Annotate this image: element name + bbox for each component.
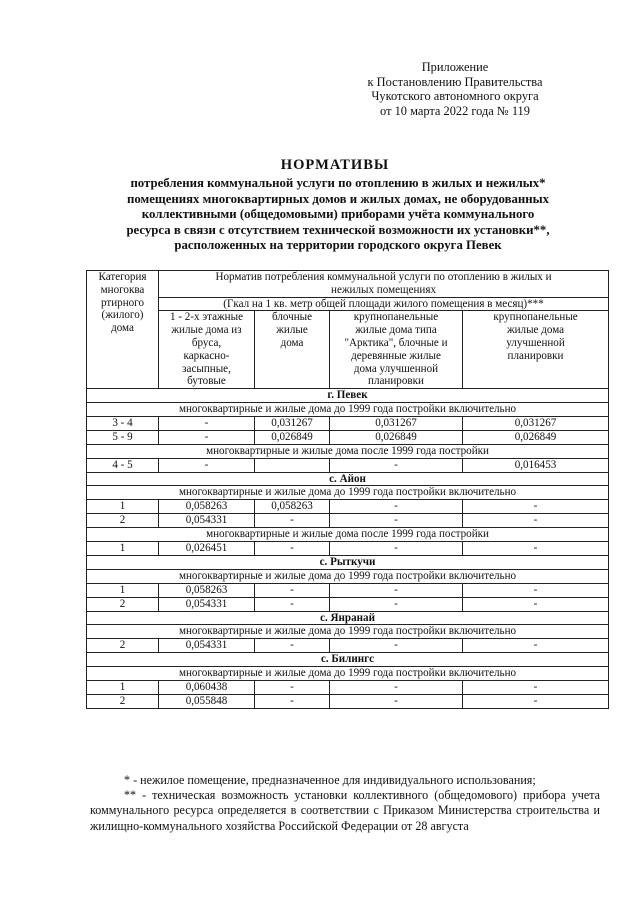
norms-table xyxy=(86,270,609,709)
floors-cell: 1 xyxy=(87,583,159,597)
floors-cell: 3 - 4 xyxy=(87,416,159,430)
norm-value-cell: - xyxy=(159,458,255,472)
floors-cell: 2 xyxy=(87,597,159,611)
col4-header-line: крупнопанельные xyxy=(493,311,578,324)
table-row xyxy=(87,416,609,430)
norm-value-cell: 0,026849 xyxy=(463,430,609,444)
group-row xyxy=(87,486,609,500)
norm-value-cell: - xyxy=(255,639,330,653)
col3-header-line: деревянные жилые xyxy=(351,349,441,362)
group-row xyxy=(87,402,609,416)
category-header-line: (жилого) xyxy=(101,309,144,322)
norm-value-cell: 0,016453 xyxy=(463,458,609,472)
norm-value-cell: 0,031267 xyxy=(330,416,463,430)
floors-cell: 2 xyxy=(87,514,159,528)
group-row xyxy=(87,569,609,583)
floors-cell: 5 - 9 xyxy=(87,430,159,444)
floors-cell: 1 xyxy=(87,541,159,555)
appendix-line: Приложение xyxy=(421,60,489,74)
norm-value-cell: - xyxy=(330,639,463,653)
table-unit-row xyxy=(87,297,609,311)
group-row xyxy=(87,625,609,639)
subtitle-line: потребления коммунальной услуги по отоплению в жилых и нежилых* xyxy=(130,176,546,190)
table-row xyxy=(87,680,609,694)
location-row xyxy=(87,611,609,625)
norm-value-cell: 0,055848 xyxy=(159,694,255,708)
table-header-row xyxy=(87,271,609,298)
group-label: многоквартирные и жилые дома после 1999 года постройки xyxy=(87,444,609,458)
norm-value-cell: - xyxy=(463,514,609,528)
subtitle-line: расположенных на территории городского округа Певек xyxy=(174,238,502,253)
location-name: г. Певек xyxy=(87,389,609,403)
col1-header-line: жилые дома из xyxy=(171,324,242,337)
norm-value-cell: 0,054331 xyxy=(159,514,255,528)
norm-value-cell: - xyxy=(463,597,609,611)
norms-table-body xyxy=(87,271,609,709)
floors-cell: 1 xyxy=(87,680,159,694)
group-label: многоквартирные и жилые дома до 1999 года постройки включительно xyxy=(87,666,609,680)
norm-value-cell: - xyxy=(330,597,463,611)
category-header-line: дома xyxy=(111,322,134,335)
category-header xyxy=(87,271,159,389)
norm-value-cell: - xyxy=(330,694,463,708)
col4-header-line: жилые дома xyxy=(506,324,565,337)
norm-header-line: нежилых помещениях xyxy=(331,283,437,296)
table-subheader-row xyxy=(87,311,609,389)
norm-value-cell: 0,031267 xyxy=(463,416,609,430)
col1-header-line: бруса, xyxy=(191,336,222,349)
location-row xyxy=(87,472,609,486)
floors-cell: 1 xyxy=(87,500,159,514)
norm-value-cell: - xyxy=(463,680,609,694)
norm-value-cell: - xyxy=(330,583,463,597)
group-row xyxy=(87,528,609,542)
norm-value-cell: 0,026451 xyxy=(159,541,255,555)
footnote: * - нежилое помещение, предназначенное для индивидуального использования; xyxy=(124,773,536,787)
col3-header-line: дома улучшенной xyxy=(353,362,439,375)
norm-value-cell: - xyxy=(463,639,609,653)
subtitle-line: ресурса в связи с отсутствием технической возможности их установки**, xyxy=(126,222,550,237)
col1-header-line: каркасно- xyxy=(183,349,230,362)
norm-value-cell: - xyxy=(463,541,609,555)
category-header-line: многоква xyxy=(100,283,145,296)
location-name: с. Янранай xyxy=(87,611,609,625)
norm-value-cell: - xyxy=(159,430,255,444)
appendix-line: Чукотского автономного округа xyxy=(371,89,539,104)
table-row xyxy=(87,430,609,444)
norm-value-cell: 0,031267 xyxy=(255,416,330,430)
norm-value-cell: - xyxy=(255,541,330,555)
norm-value-cell: 0,058263 xyxy=(159,583,255,597)
group-label: многоквартирные и жилые дома после 1999 года постройки xyxy=(87,528,609,542)
col3-header-line: планировки xyxy=(368,375,424,388)
appendix-block xyxy=(300,60,610,118)
table-row xyxy=(87,514,609,528)
location-row xyxy=(87,389,609,403)
table-row xyxy=(87,458,609,472)
group-label: многоквартирные и жилые дома до 1999 года постройки включительно xyxy=(87,569,609,583)
col2-header-line: жилые xyxy=(276,324,308,337)
table-row xyxy=(87,583,609,597)
col3-header xyxy=(330,311,463,389)
norm-value-cell: - xyxy=(330,458,463,472)
group-row xyxy=(87,444,609,458)
norm-value-cell: - xyxy=(463,583,609,597)
document-subtitle xyxy=(70,176,606,254)
location-name: с. Билингс xyxy=(87,653,609,667)
col4-header-line: планировки xyxy=(507,349,564,362)
norm-value-cell: - xyxy=(330,514,463,528)
table-row xyxy=(87,541,609,555)
norm-value-cell: 0,026849 xyxy=(255,430,330,444)
location-name: с. Айон xyxy=(87,472,609,486)
footnote: ** - техническая возможность установки коллективного (общедомового) прибора учета коммунального ресурса определяется в соответствии с Приказом Министерства строительства и жилищно-коммунального хозяйства Российской Федерации от 28 августа xyxy=(90,788,600,833)
norm-value-cell: - xyxy=(255,597,330,611)
floors-cell: 4 - 5 xyxy=(87,458,159,472)
norm-value-cell: - xyxy=(255,514,330,528)
document-title: НОРМАТИВЫ xyxy=(280,157,390,173)
norm-value-cell: - xyxy=(330,541,463,555)
location-name: с. Рыткучи xyxy=(87,555,609,569)
table-row xyxy=(87,639,609,653)
norm-value-cell: 0,060438 xyxy=(159,680,255,694)
col2-header xyxy=(255,311,330,389)
col2-header-line: блочные xyxy=(271,311,313,324)
col4-header-line: улучшенной xyxy=(506,336,565,349)
norm-value-cell: - xyxy=(255,694,330,708)
table-row xyxy=(87,500,609,514)
col1-header-line: бутовые xyxy=(187,375,226,388)
category-header-line: ртирного xyxy=(100,296,145,309)
group-label: многоквартирные и жилые дома до 1999 года постройки включительно xyxy=(87,625,609,639)
group-row xyxy=(87,666,609,680)
norm-header xyxy=(159,271,609,298)
group-label: многоквартирные и жилые дома до 1999 года постройки включительно xyxy=(87,402,609,416)
subtitle-line: коллективными (общедомовыми) приборами учёта коммунального xyxy=(141,207,535,222)
table-row xyxy=(87,597,609,611)
norm-value-cell: - xyxy=(463,500,609,514)
table-row xyxy=(87,694,609,708)
norm-value-cell: 0,058263 xyxy=(255,500,330,514)
floors-cell: 2 xyxy=(87,639,159,653)
unit-header: (Гкал на 1 кв. метр общей площади жилого помещения в месяц)*** xyxy=(159,297,609,311)
norm-header-line: Норматив потребления коммунальной услуги по отоплению в жилых и xyxy=(215,271,552,283)
subtitle-line: помещениях многоквартирных домов и жилых домах, не оборудованных xyxy=(126,191,550,206)
norm-value-cell: - xyxy=(159,416,255,430)
norm-value-cell: 0,054331 xyxy=(159,639,255,653)
appendix-line: от 10 марта 2022 года № 119 xyxy=(380,103,530,118)
norm-value-cell: - xyxy=(463,694,609,708)
footnotes xyxy=(90,773,600,834)
location-row xyxy=(87,653,609,667)
floors-cell: 2 xyxy=(87,694,159,708)
col4-header xyxy=(463,311,609,389)
col3-header-line: крупнопанельные xyxy=(353,311,439,324)
norm-value-cell: - xyxy=(255,680,330,694)
norm-value-cell: - xyxy=(330,680,463,694)
category-header-line: Категория xyxy=(98,271,147,283)
norm-value-cell: - xyxy=(255,583,330,597)
col1-header-line: засыпные, xyxy=(182,362,231,375)
col3-header-line: "Арктика", блочные и xyxy=(344,336,448,349)
col1-header xyxy=(159,311,255,389)
norm-value-cell xyxy=(255,458,330,472)
norm-value-cell: 0,026849 xyxy=(330,430,463,444)
col2-header-line: дома xyxy=(280,336,304,349)
norm-value-cell: 0,058263 xyxy=(159,500,255,514)
location-row xyxy=(87,555,609,569)
norm-value-cell: - xyxy=(330,500,463,514)
group-label: многоквартирные и жилые дома до 1999 года постройки включительно xyxy=(87,486,609,500)
col1-header-line: 1 - 2-х этажные xyxy=(170,311,243,324)
appendix-line: к Постановлению Правительства xyxy=(367,74,543,89)
col3-header-line: жилые дома типа xyxy=(355,324,437,337)
norm-value-cell: 0,054331 xyxy=(159,597,255,611)
